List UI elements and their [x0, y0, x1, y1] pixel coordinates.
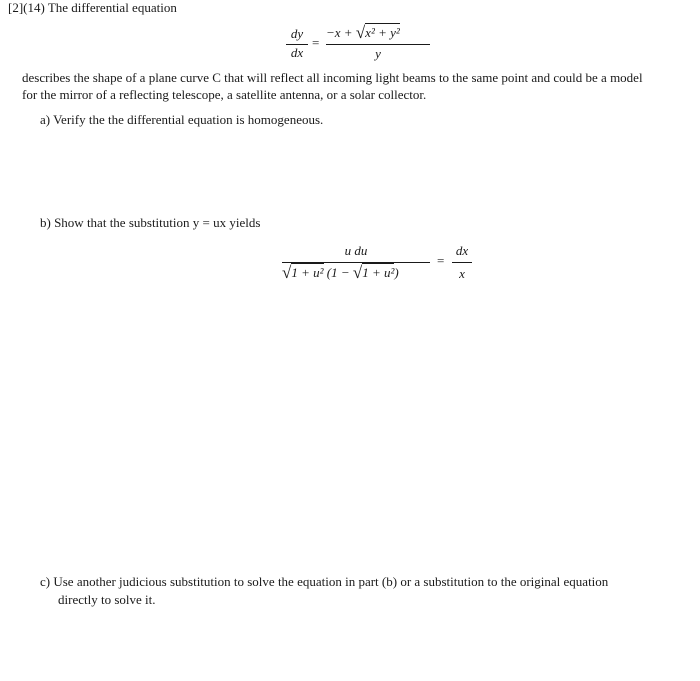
sqrt-1-u2-a: √1 + u²	[282, 263, 324, 282]
description-line-2: for the mirror of a reflecting telescope, a satellite antenna, or a solar collector.	[22, 87, 427, 102]
radicand-x2-y2: x² + y²	[365, 25, 400, 40]
part-c-line-1: c) Use another judicious substitution to solve the equation in part (b) or a substitution to the original equation	[40, 574, 609, 589]
dx-denominator: dx	[290, 45, 304, 60]
equals-sign: =	[312, 35, 320, 50]
sqrt-x2-y2: √x² + y²	[355, 23, 400, 42]
radicand-1-u2-a: 1 + u²	[291, 265, 324, 280]
rhs-num-prefix: −x +	[326, 25, 356, 40]
part-b-text: b) Show that the substitution y = ux yields	[40, 215, 261, 230]
problem-header: [2](14) The differential equation	[8, 0, 177, 15]
b-lhs-denominator	[282, 262, 399, 282]
b-den-mid: (1 −	[323, 265, 353, 280]
part-a-text: a) Verify the the differential equation is homogeneous.	[40, 112, 324, 127]
b-equals-sign: =	[437, 253, 445, 268]
rhs-numerator	[326, 22, 400, 42]
fraction-bar-rhs	[326, 44, 430, 45]
b-rhs-numerator: dx	[455, 243, 469, 258]
b-den-end: )	[394, 265, 399, 280]
sqrt-1-u2-b: √1 + u²	[352, 263, 395, 282]
dy-numerator: dy	[290, 26, 304, 41]
y-denominator: y	[375, 46, 381, 61]
b-lhs-numerator: u du	[344, 243, 368, 258]
radicand-1-u2-b: 1 + u²	[362, 265, 395, 280]
part-c-line-2: directly to solve it.	[58, 592, 156, 607]
b-rhs-denominator: x	[459, 266, 465, 281]
b-fraction-bar-rhs	[452, 262, 472, 263]
description-line-1: describes the shape of a plane curve C that will reflect all incoming light beams to the same point and could be a model	[22, 70, 643, 85]
